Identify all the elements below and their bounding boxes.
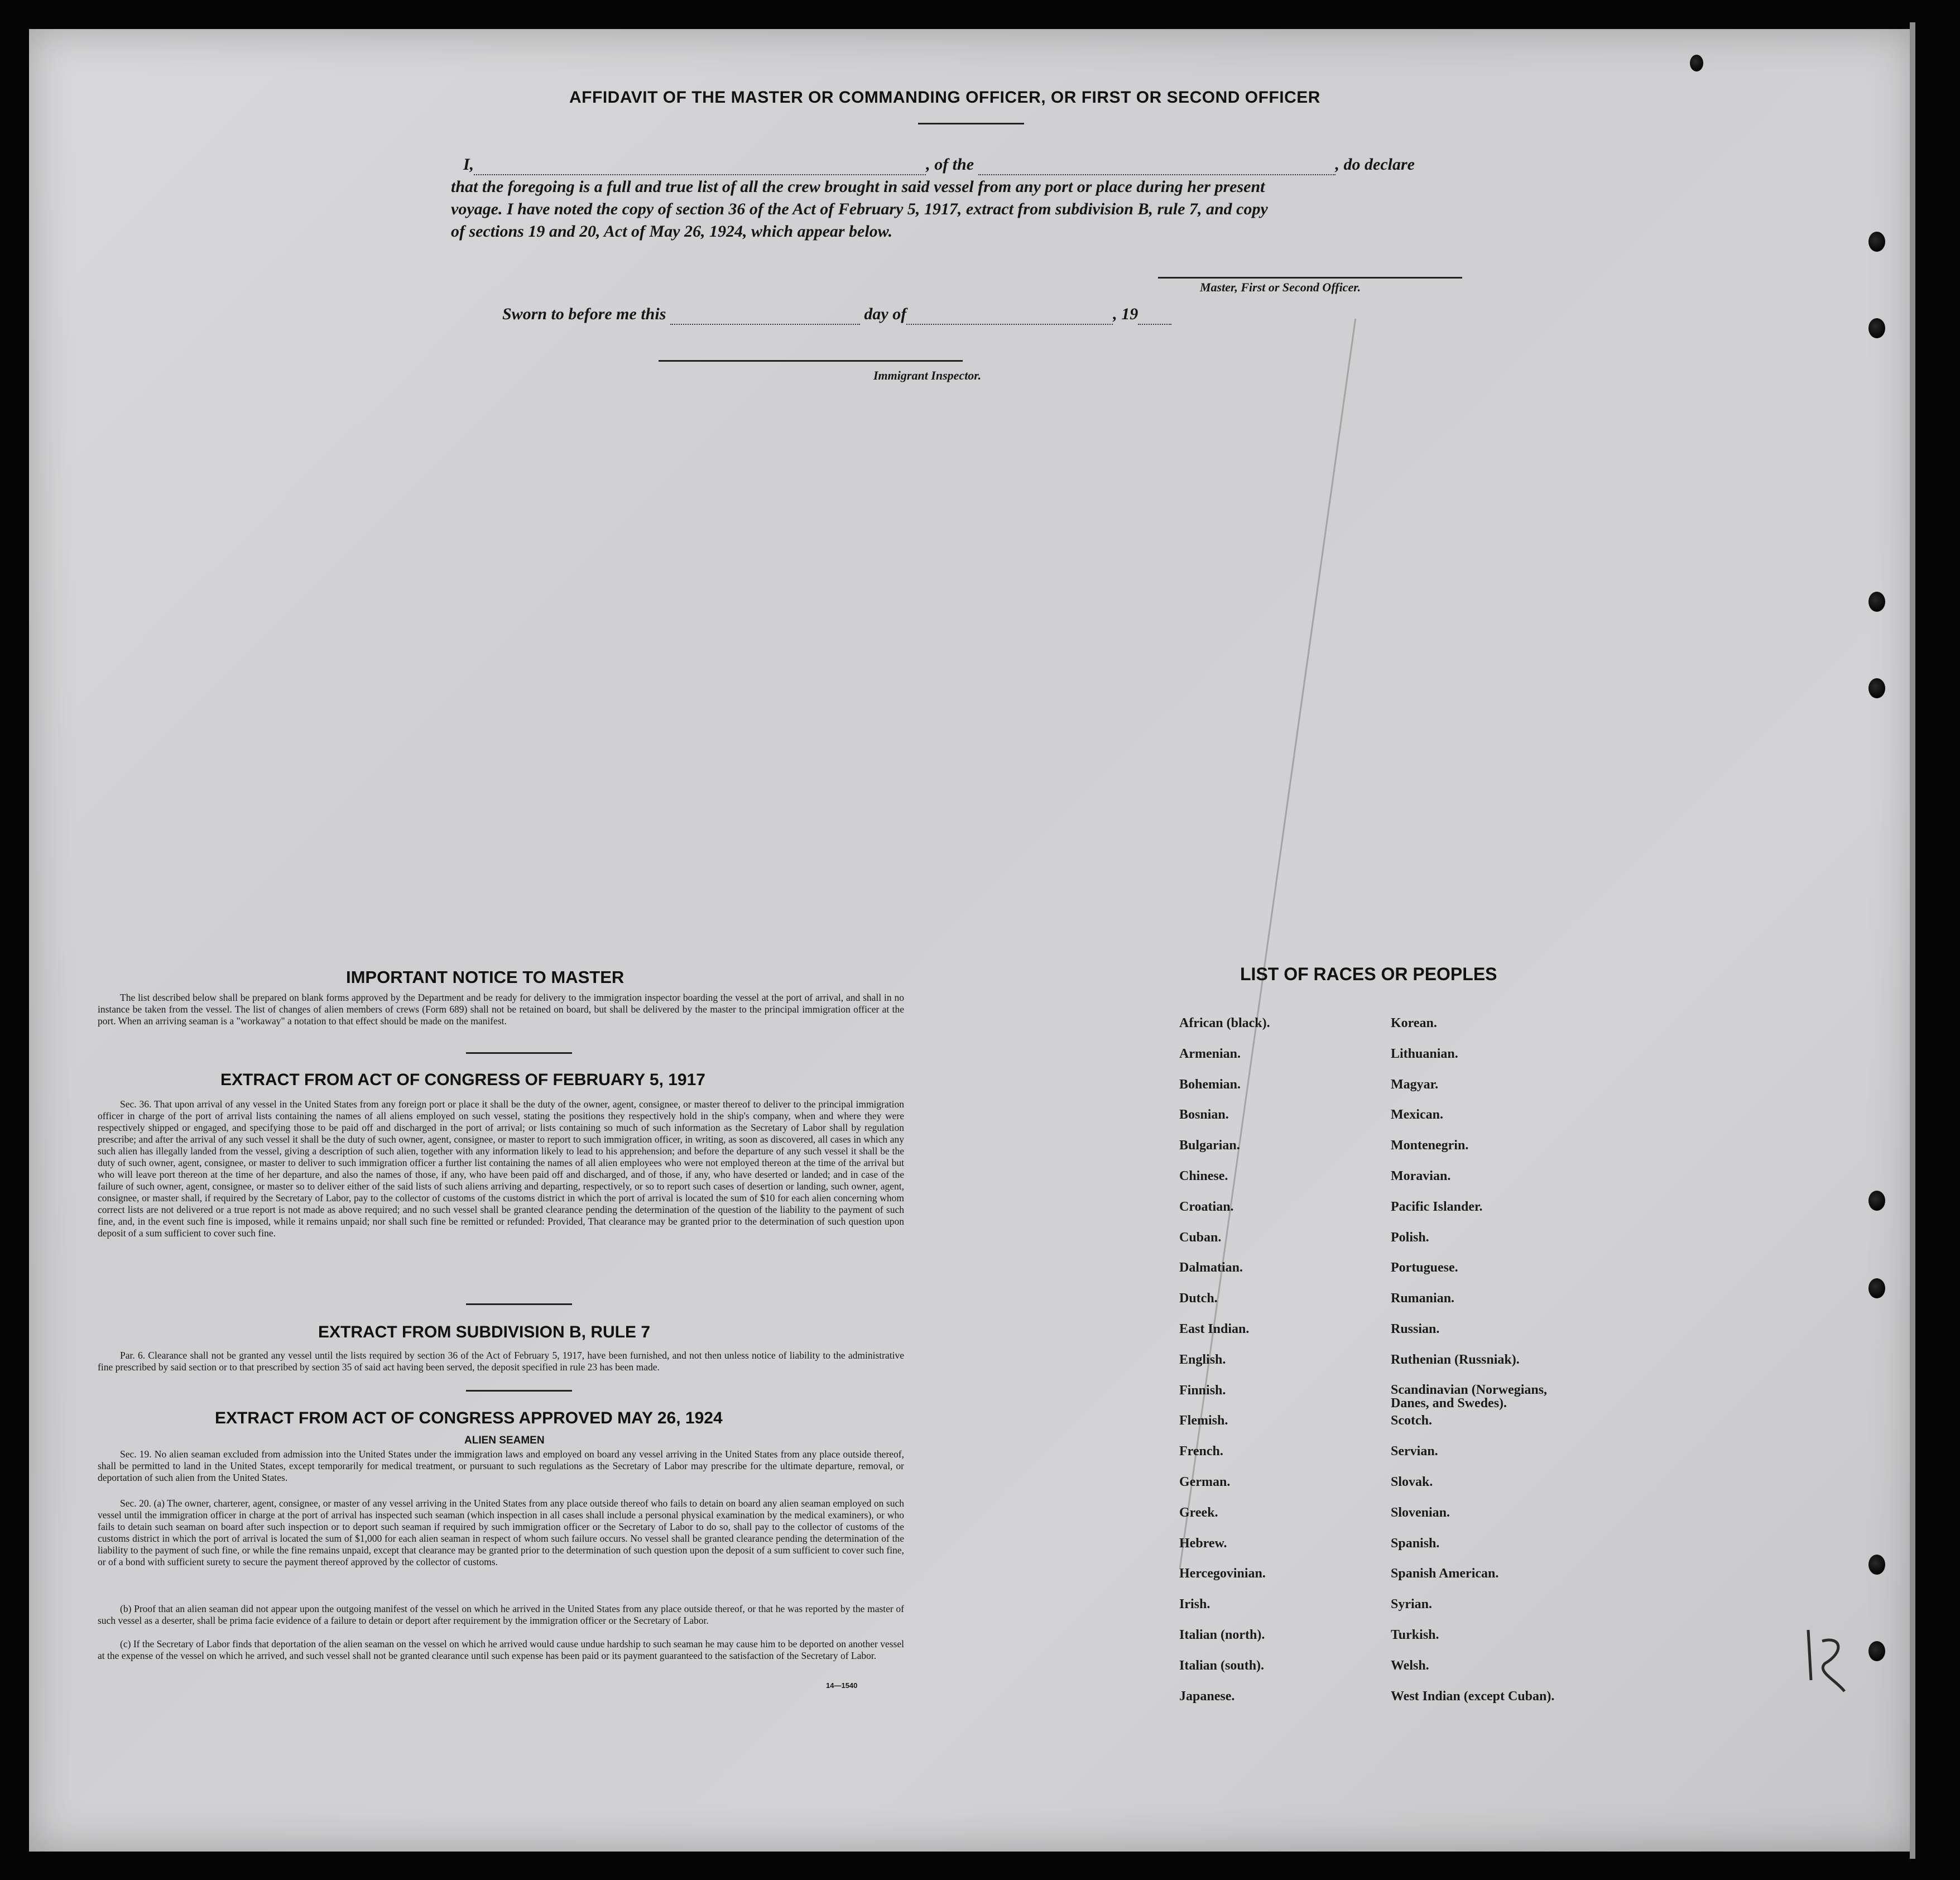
sec20b-body: (b) Proof that an alien seaman did not appear upon the outgoing manifest of the vessel on which he arrived in the United States from any place outside thereof, or that he was reported by the master of such vessel as a deserter, shall be prima facie evidence of a failure to detain or deport after requirement by the immigration officer or the Secretary of Labor.	[98, 1603, 904, 1626]
binder-hole	[1868, 592, 1885, 612]
race-item: Hercegovinian.	[1179, 1566, 1266, 1581]
binder-hole	[1868, 232, 1885, 252]
section-divider	[466, 1052, 572, 1054]
race-item: Turkish.	[1391, 1628, 1439, 1642]
sworn-day-of: day of	[864, 305, 907, 323]
binder-hole	[1868, 318, 1885, 338]
race-item: Cuban.	[1179, 1230, 1222, 1245]
name-blank	[474, 155, 926, 175]
binder-hole	[1868, 1555, 1885, 1575]
race-item: Spanish.	[1391, 1536, 1440, 1551]
sec20a-body: Sec. 20. (a) The owner, charterer, agent, consignee, or master of any vessel arriving in the United States from any place outside thereof who fails to detain on board any alien seaman employed on such vessel until the immigration officer in charge at the port of arrival has inspected such seaman (which inspection in all cases shall include a personal physical examination by the medical examiners), or who fails to detain such seaman on board after such inspection or to deport such seaman if required by such immigration officer or the Secretary of Labor to do so, shall pay to the collector of customs of the customs district in which the port of arrival is located the sum of $1,000 for each alien seaman in respect of whom such failure occurs. No vessel shall be granted clearance pending the determination of the liability to the payment of such fine, or while the fine remains unpaid, except that clearance may be granted prior to the determination of such question upon the deposit of a sum sufficient to cover such fine, or of a bond with sufficient surety to secure the payment thereof approved by the collector of customs.	[98, 1498, 904, 1567]
race-item: Dutch.	[1179, 1291, 1218, 1306]
notice-title: IMPORTANT NOTICE TO MASTER	[346, 967, 624, 987]
affidavit-line-4: of sections 19 and 20, Act of May 26, 1924, which appear below.	[451, 222, 893, 241]
race-item: Slovenian.	[1391, 1505, 1450, 1520]
race-item: Polish.	[1391, 1230, 1429, 1245]
binder-hole	[1868, 678, 1885, 698]
affidavit-line-3: voyage. I have noted the copy of section 36 of the Act of February 5, 1917, extract from subdivision B, rule 7, and copy	[451, 200, 1268, 218]
race-item: Ruthenian (Russniak).	[1391, 1352, 1520, 1367]
year-blank	[1138, 305, 1171, 325]
page-edge	[1910, 22, 1915, 1859]
day-blank	[670, 305, 860, 325]
race-item: Pacific Islander.	[1391, 1199, 1483, 1214]
race-item: West Indian (except Cuban).	[1391, 1689, 1555, 1704]
race-item: English.	[1179, 1352, 1226, 1367]
affidavit-line-2: that the foregoing is a full and true list of all the crew brought in said vessel from any port or place during her present	[451, 178, 1265, 196]
binder-hole	[1868, 1191, 1885, 1211]
month-blank	[906, 305, 1113, 325]
race-item: Korean.	[1391, 1016, 1437, 1030]
inspector-line	[659, 360, 963, 362]
race-item: Lithuanian.	[1391, 1046, 1458, 1061]
race-item: Flemish.	[1179, 1413, 1228, 1428]
sworn-year: , 19	[1113, 305, 1138, 323]
race-item: Bosnian.	[1179, 1107, 1229, 1123]
handwritten-mark	[1791, 1619, 1858, 1708]
race-item: Russian.	[1391, 1322, 1440, 1336]
affidavit-title: AFFIDAVIT OF THE MASTER OR COMMANDING OFFICER, OR FIRST OR SECOND OFFICER	[569, 88, 1320, 107]
race-item: Slovak.	[1391, 1475, 1433, 1489]
race-item: Hebrew.	[1179, 1536, 1227, 1551]
race-item: Dalmatian.	[1179, 1260, 1243, 1275]
race-item: Italian (north).	[1179, 1628, 1265, 1642]
binder-hole	[1690, 55, 1703, 71]
vessel-blank	[978, 155, 1336, 175]
title-divider	[918, 123, 1024, 124]
binder-hole	[1868, 1641, 1885, 1661]
race-item: Servian.	[1391, 1444, 1438, 1459]
race-item: Scotch.	[1391, 1413, 1432, 1428]
race-item: German.	[1179, 1475, 1231, 1489]
rule7-title: EXTRACT FROM SUBDIVISION B, RULE 7	[318, 1323, 651, 1341]
race-item: Rumanian.	[1391, 1291, 1455, 1306]
races-title: LIST OF RACES OR PEOPLES	[1240, 964, 1497, 984]
race-item: Syrian.	[1391, 1597, 1433, 1612]
extract-1917-title: EXTRACT FROM ACT OF CONGRESS OF FEBRUARY 5, 1917	[220, 1071, 705, 1089]
race-item: Magyar.	[1391, 1077, 1439, 1092]
inspector-label: Immigrant Inspector.	[873, 368, 982, 382]
race-item: Bulgarian.	[1179, 1138, 1240, 1153]
sworn-line	[502, 305, 1171, 325]
race-item: Finnish.	[1179, 1383, 1226, 1398]
signature-line	[1158, 277, 1462, 279]
extract-1924-subtitle: ALIEN SEAMEN	[464, 1435, 545, 1446]
race-item: Armenian.	[1179, 1046, 1241, 1061]
race-item: Moravian.	[1391, 1169, 1451, 1183]
sworn-prefix: Sworn to before me this	[502, 305, 666, 323]
race-item: Croatian.	[1179, 1199, 1234, 1214]
race-item: East Indian.	[1179, 1322, 1250, 1336]
sec20c-body: (c) If the Secretary of Labor finds that deportation of the alien seaman on the vessel on which he arrived would cause undue hardship to such seaman he may cause him to be deported on another vessel at the expense of the vessel on which he arrived, and such vessel shall not be granted clearance until such expense has been paid or its payment guaranteed to the satisfaction of the Secretary of Labor.	[98, 1638, 904, 1661]
race-item: Bohemian.	[1179, 1077, 1241, 1092]
affidavit-i: I,	[463, 155, 474, 174]
race-item: French.	[1179, 1444, 1223, 1459]
affidavit-declare: , do declare	[1335, 155, 1415, 174]
race-item: Scandinavian (Norwegians, Danes, and Swedes).	[1391, 1382, 1548, 1411]
extract-1917-body: Sec. 36. That upon arrival of any vessel in the United States from any foreign port or place it shall be the duty of the owner, agent, consignee, or master thereof to deliver to the principal immigration officer in charge of the port of arrival lists containing the names of all aliens employed on such vessel, stating the positions they respectively hold in the ship's company, when and where they were respectively shipped or engaged, and specifying those to be paid off and discharged in the port of arrival; or lists containing so much of such information as the Secretary of Labor shall by regulation prescribe; and after the arrival of any such vessel it shall be the duty of such owner, agent, consignee, or master to report to such immigration officer, in writing, as soon as discovered, all cases in which any such alien has illegally landed from the vessel, giving a description of such alien, together with any information likely to lead to his apprehension; and before the departure of any such vessel it shall be the duty of such owner, agent, consignee, or master to deliver to such immigration officer a further list containing the names of all alien employees who were not employed thereon at the time of the arrival but who will leave port thereon at the time of her departure, and also the names of those, if any, who have been paid off and discharged, and of those, if any, who have deserted or landed; and in case of the failure of such owner, agent, consignee, or master so to deliver either of the said lists of such aliens arriving and departing, respectively, or so to report such cases of desertion or landing, such owner, agent, consignee, or master shall, if required by the Secretary of Labor, pay to the collector of customs of the customs district in which the port of arrival is located the sum of $10 for each alien concerning whom correct lists are not delivered or a true report is not made as above required; and no such vessel shall be granted clearance pending the determination of the question of the liability to the payment of such fine, and, in the event such fine is imposed, while it remains unpaid; nor shall such fine be remitted or refunded: Provided, That clearance may be granted prior to the determination of such question upon deposit of a sum sufficient to cover such fine.	[98, 1099, 904, 1239]
race-item: Italian (south).	[1179, 1658, 1265, 1673]
race-item: African (black).	[1179, 1016, 1270, 1030]
form-number: 14—1540	[826, 1681, 858, 1690]
affidavit-line-1	[463, 155, 1501, 175]
race-item: Spanish American.	[1391, 1566, 1499, 1581]
race-item: Portuguese.	[1391, 1260, 1458, 1275]
race-item: Greek.	[1179, 1505, 1218, 1520]
extract-1924-title: EXTRACT FROM ACT OF CONGRESS APPROVED MAY 26, 1924	[215, 1409, 723, 1427]
affidavit-of-the: , of the	[926, 155, 974, 174]
race-item: Montenegrin.	[1391, 1138, 1469, 1153]
signature-label: Master, First or Second Officer.	[1200, 280, 1361, 294]
sec19-body: Sec. 19. No alien seaman excluded from admission into the United States under the immigration laws and employed on board any vessel arriving in the United States from any place outside thereof, shall be permitted to land in the United States, except temporarily for medical treatment, or pursuant to such regulations as the Secretary of Labor may prescribe for the ultimate departure, removal, or deportation of such alien from the United States.	[98, 1449, 904, 1483]
notice-body: The list described below shall be prepared on blank forms approved by the Department and be ready for delivery to the immigration inspector boarding the vessel at the port of arrival, and shall in no instance be taken from the vessel. The list of changes of alien members of crews (Form 689) shall not be retained on board, but shall be delivered by the master to the principal immigration officer at the port. When an arriving seaman is a "workaway" a notation to that effect should be made on the manifest.	[98, 992, 904, 1027]
race-item: Welsh.	[1391, 1658, 1429, 1673]
race-item: Irish.	[1179, 1597, 1210, 1612]
rule7-body: Par. 6. Clearance shall not be granted any vessel until the lists required by section 36 of the Act of February 5, 1917, have been furnished, and not then unless notice of liability to the administrative fine prescribed by said section or to that prescribed by section 35 of said act having been served, the deposit specified in rule 23 has been made.	[98, 1350, 904, 1373]
section-divider	[466, 1390, 572, 1392]
race-item: Mexican.	[1391, 1107, 1443, 1123]
race-item: Chinese.	[1179, 1169, 1228, 1183]
race-item: Japanese.	[1179, 1689, 1235, 1704]
section-divider	[466, 1303, 572, 1305]
binder-hole	[1868, 1278, 1885, 1298]
document-page	[29, 29, 1915, 1852]
